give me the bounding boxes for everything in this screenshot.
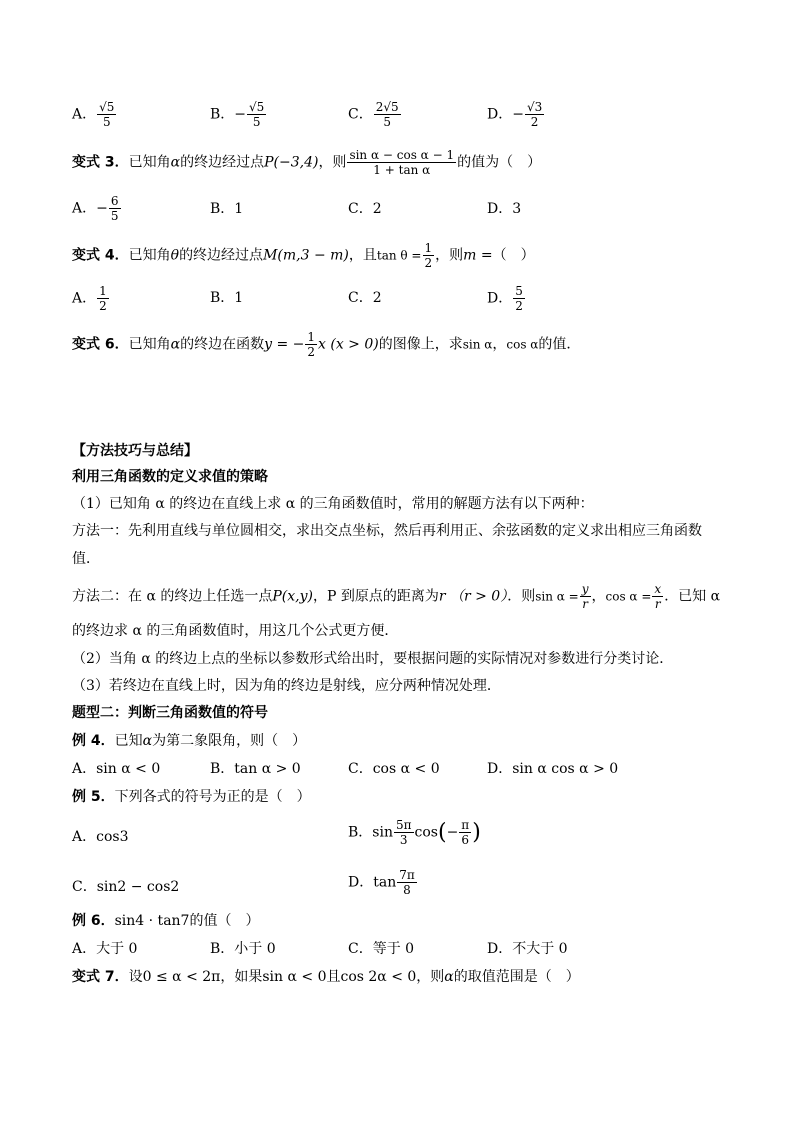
- method-paragraph-3: 方法二：在 α 的终边上任选一点P(x,y)，P 到原点的距离为r （r > 0）．则sin α = $\frac{y}{r}$ ，cos α = $\frac{x}{r}$ ．已知 α: [72, 582, 721, 611]
- example-6-question: 例 6．sin4 · tan7的值（ ）: [72, 913, 260, 929]
- example-4-question: 例 4．已知α为第二象限角，则（ ）: [72, 733, 307, 749]
- variant-3-question: 变式 3．已知角α的终边经过点P(−3,4)，则 $\frac{\text{sin α − cos α − 1}}{\text{1 + tan α}}$ 的值为（ ）: [72, 148, 542, 177]
- method-subtitle: 利用三角函数的定义求值的策略: [72, 469, 268, 485]
- option-c: C．sin2 − cos2: [72, 879, 180, 895]
- type-2-title: 题型二：判断三角函数值的符号: [72, 705, 268, 721]
- option-b: B．1: [210, 290, 244, 306]
- option-a: A．− $\frac{6}{5}$: [72, 194, 119, 223]
- method-paragraph-6: （3）若终边在直线上时，因为角的终边是射线，应分两种情况处理．: [72, 678, 501, 694]
- option-b: B．− $\frac{√5}{5}$: [210, 100, 265, 129]
- option-d: D．3: [487, 201, 522, 217]
- option-a: A．大于 0: [72, 941, 138, 957]
- option-b: B．小于 0: [210, 941, 276, 957]
- option-a: A．sin α < 0: [72, 761, 161, 777]
- option-d: D．不大于 0: [487, 941, 568, 957]
- option-d: D．tan $\frac{7\pi}{8}$: [348, 868, 415, 897]
- method-title: 【方法技巧与总结】: [72, 443, 198, 459]
- method-paragraph-5: （2）当角 α 的终边上点的坐标以参数形式给出时，要根据问题的实际情况对参数进行分类讨论．: [72, 651, 674, 667]
- variant-6-question: 变式 6．已知角α的终边在函数y = − $\frac{1}{2}$ x (x > 0)的图像上，求sin α，cos α的值．: [72, 330, 581, 359]
- option-b: B．1: [210, 201, 244, 217]
- option-b: B．sin $\frac{5\pi}{3}$ cos(− $\frac{\pi}{6}$ ): [348, 818, 481, 847]
- option-d: D． $\frac{5}{2}$: [487, 284, 523, 313]
- option-c: C．cos α < 0: [348, 761, 440, 777]
- option-c: C．等于 0: [348, 941, 415, 957]
- variant-7-question: 变式 7．设0 ≤ α < 2π，如果sin α < 0且cos 2α < 0，则α的取值范围是（ ）: [72, 969, 580, 985]
- method-paragraph-4: 的终边求 α 的三角函数值时，用这几个公式更方便．: [72, 623, 399, 639]
- option-d: D．− $\frac{√3}{2}$: [487, 100, 543, 129]
- method-paragraph-2b: 值．: [72, 551, 100, 567]
- option-d: D．sin α cos α > 0: [487, 761, 619, 777]
- method-paragraph-2a: 方法一：先利用直线与单位圆相交，求出交点坐标，然后再利用正、余弦函数的定义求出相应三角函数: [72, 523, 702, 539]
- option-a: A． $\frac{√5}{5}$: [72, 100, 115, 129]
- example-5-question: 例 5．下列各式的符号为正的是（ ）: [72, 789, 311, 805]
- option-a: A．cos3: [72, 829, 129, 845]
- option-c: C．2: [348, 201, 382, 217]
- method-paragraph-1: （1）已知角 α 的终边在直线上求 α 的三角函数值时，常用的解题方法有以下两种：: [72, 496, 594, 512]
- option-b: B．tan α > 0: [210, 761, 301, 777]
- option-c: C． $\frac{2√5}{5}$: [348, 100, 399, 129]
- option-a: A． $\frac{1}{2}$: [72, 284, 107, 313]
- option-c: C．2: [348, 290, 382, 306]
- variant-4-question: 变式 4．已知角θ的终边经过点M(m,3 − m)，且tan θ = $\frac{1}{2}$ ，则m =（ ）: [72, 241, 535, 270]
